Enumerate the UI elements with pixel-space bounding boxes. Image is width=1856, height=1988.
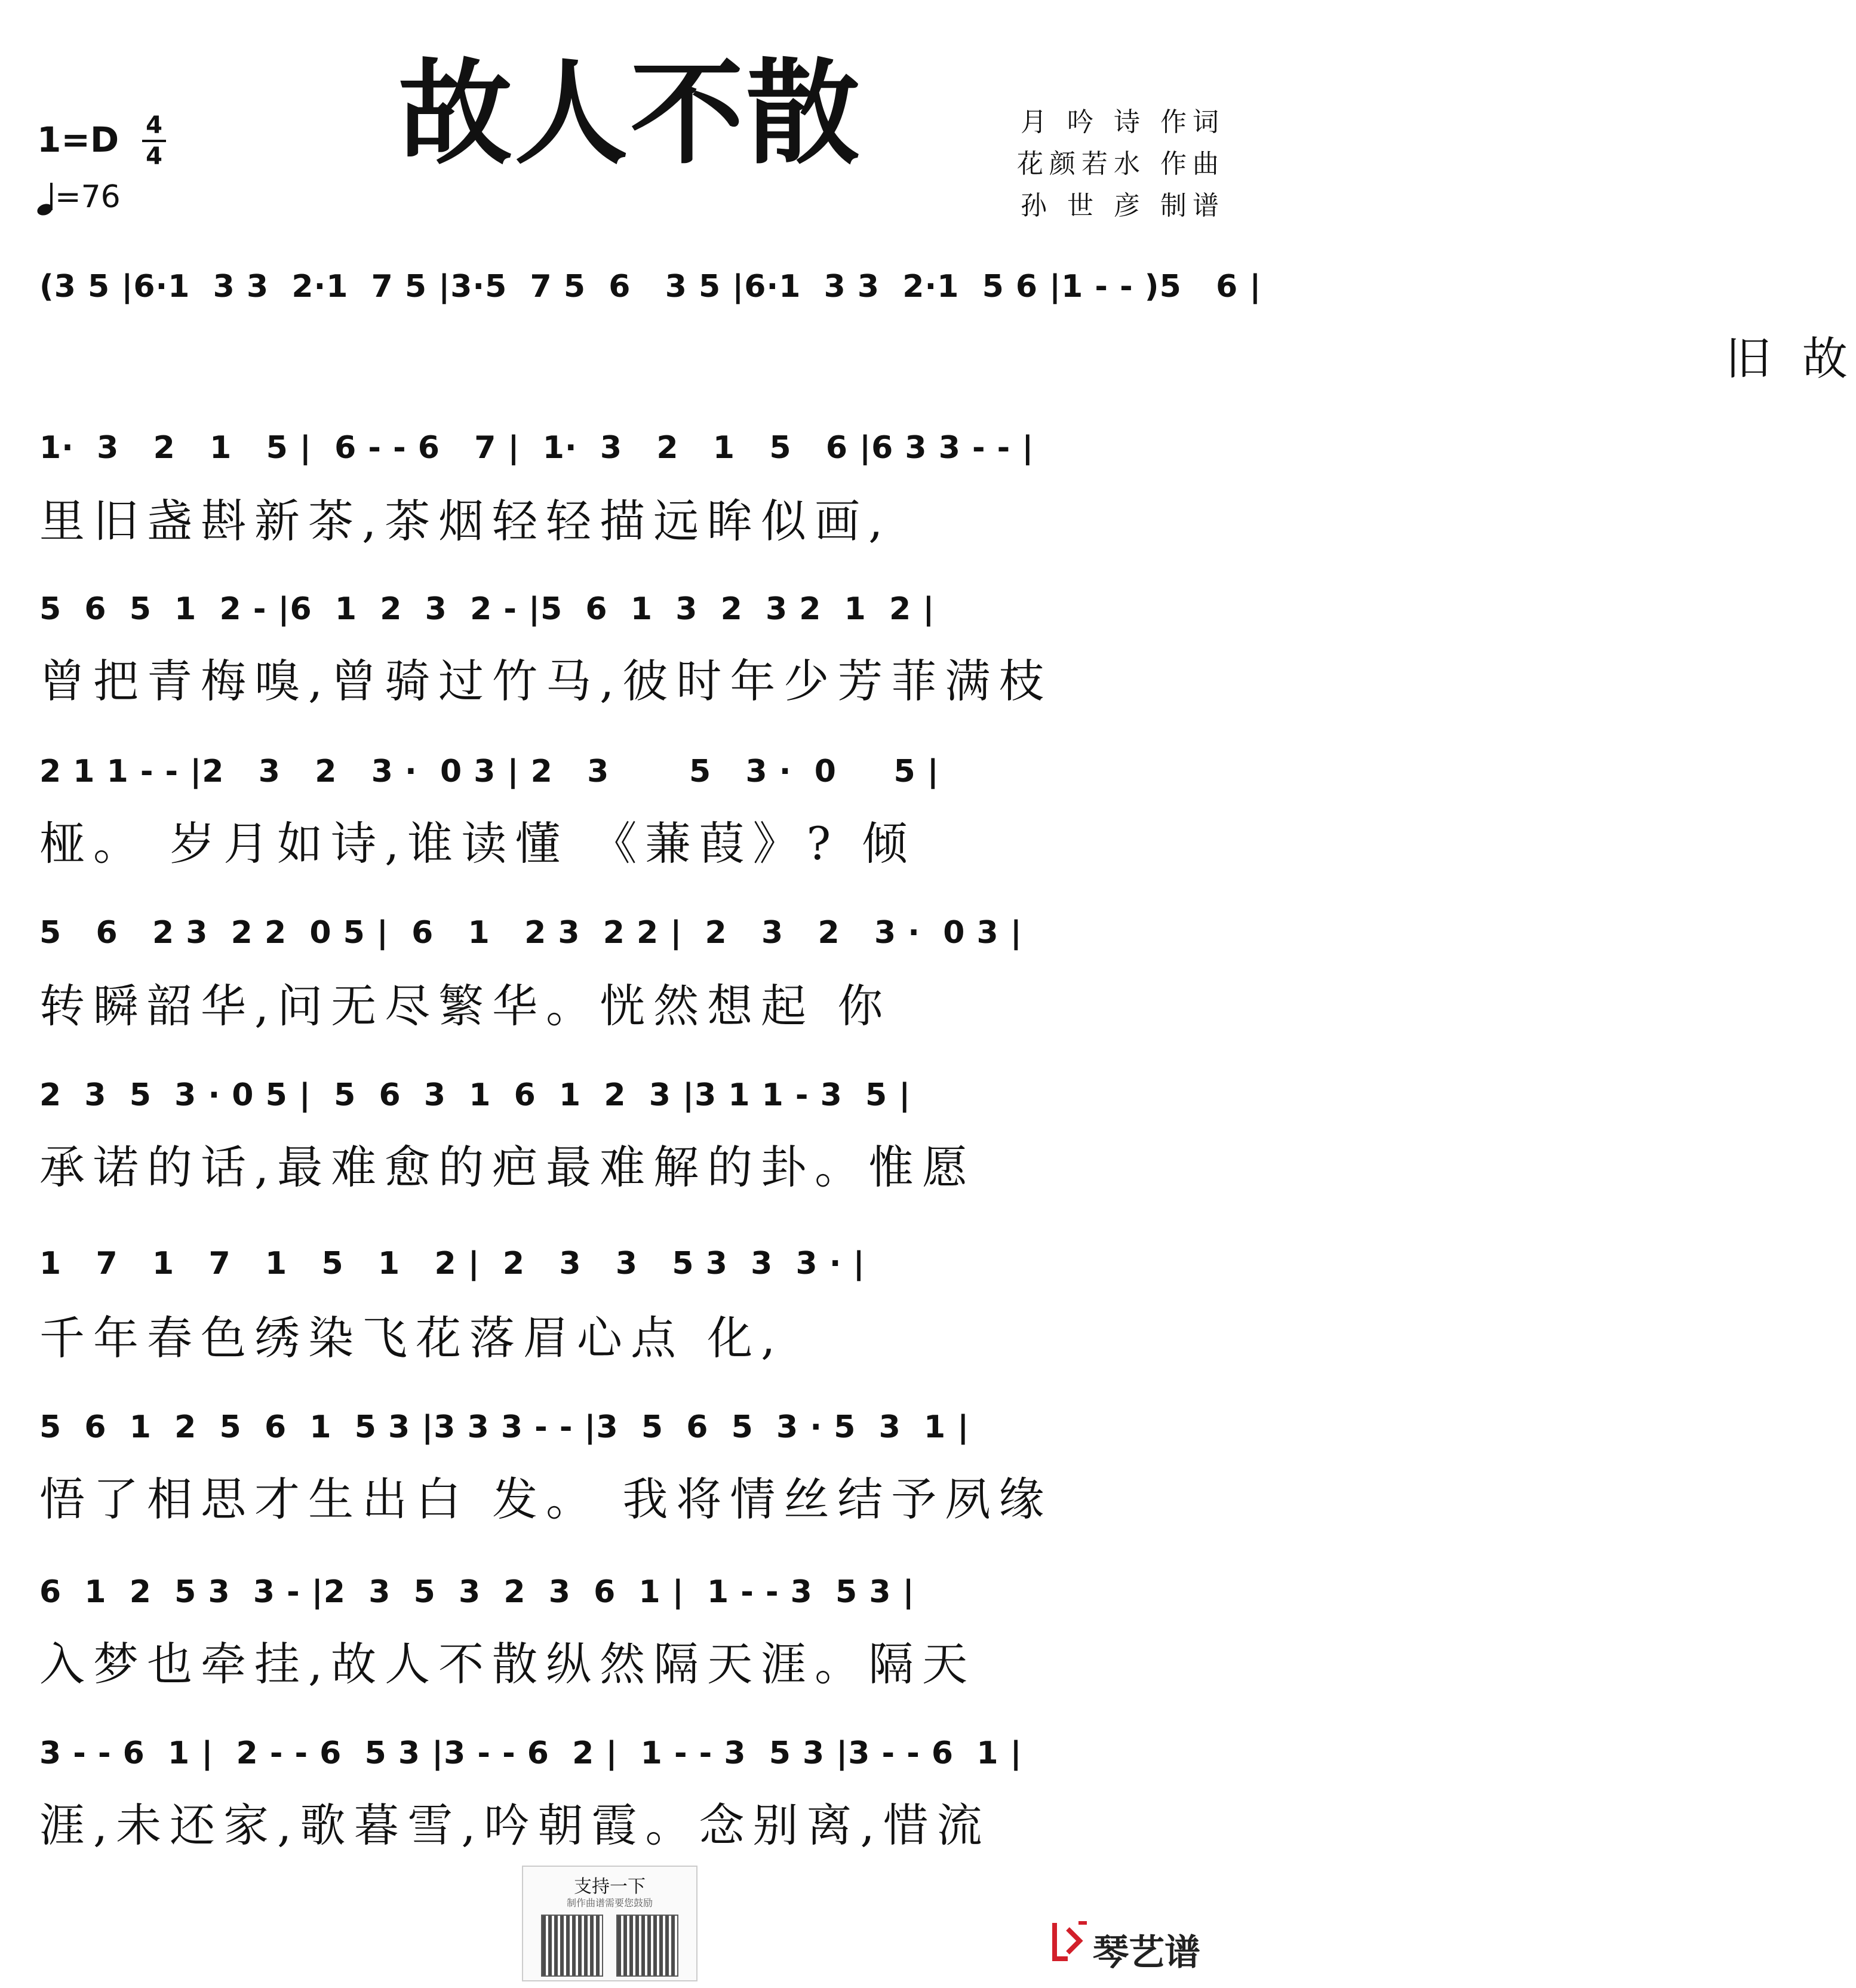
notation-line: 5 6 5 1 2 - |6 1 2 3 2 - |5 6 1 3 2 3 2 1 2 | xyxy=(39,591,935,627)
notation-line: 1 7 1 7 1 5 1 2 | 2 3 3 5 3 3 3 · | xyxy=(39,1246,865,1282)
support-title: 支持一下 xyxy=(574,1876,646,1897)
composer-credit: 花颜若水 作曲 xyxy=(1017,149,1225,179)
lyric-line: 旧 故 xyxy=(39,332,1856,385)
time-denominator: 4 xyxy=(146,143,162,170)
qr-code-icon xyxy=(541,1915,603,1977)
logo-text: 琴艺谱 xyxy=(1093,1932,1200,1974)
lyric-line: 悟了相思才生出白 发。 我将情丝结予夙缘 xyxy=(39,1473,1053,1526)
time-signature xyxy=(142,112,166,170)
lyric-line: 入梦也牵挂,故人不散纵然隔天涯。隔天 xyxy=(39,1637,976,1691)
notation-line: 2 3 5 3 · 0 5 | 5 6 3 1 6 1 2 3 |3 1 1 - 3 5 | xyxy=(39,1077,911,1113)
time-numerator: 4 xyxy=(146,112,162,139)
page-title: 故人不散 xyxy=(398,47,862,180)
lyric-line: 里旧盏斟新茶,茶烟轻轻描远眸似画, xyxy=(39,494,892,548)
support-card xyxy=(522,1866,697,1981)
lyric-line: 千年春色绣染飞花落眉心点 化, xyxy=(39,1311,784,1365)
notation-line: 6 1 2 5 3 3 - |2 3 5 3 2 3 6 1 | 1 - - 3 5 3 | xyxy=(39,1574,915,1610)
quarter-note-icon xyxy=(37,185,55,215)
lyric-line: 转瞬韶华,问无尽繁华。恍然想起 你 xyxy=(39,979,892,1033)
lyric-line: 承诺的话,最难愈的疤最难解的卦。惟愿 xyxy=(39,1141,976,1194)
key-signature: 1=D xyxy=(37,119,119,160)
lyric-line: 桠。 岁月如诗,谁读懂 《蒹葭》? 倾 xyxy=(39,817,916,870)
lyric-line: 涯,未还家,歌暮雪,吟朝霞。念别离,惜流 xyxy=(39,1799,991,1852)
tempo-marking xyxy=(37,179,121,215)
notation-line: 1· 3 2 1 5 | 6 - - 6 7 | 1· 3 2 1 5 6 |6 3 3 - - | xyxy=(39,430,1034,466)
qinyi-logo-icon xyxy=(1050,1917,1092,1965)
support-subtitle: 制作曲谱需要您鼓励 xyxy=(566,1897,653,1909)
qr-code-icon xyxy=(616,1915,678,1977)
lyric-line: 曾把青梅嗅,曾骑过竹马,彼时年少芳菲满枝 xyxy=(39,655,1053,708)
tempo-value: =76 xyxy=(55,179,121,215)
notation-line: 2 1 1 - - |2 3 2 3 · 0 3 | 2 3 5 3 · 0 5 | xyxy=(39,754,939,789)
arranger-credit: 孙 世 彦 制谱 xyxy=(1021,190,1225,221)
notation-line: (3 5 |6·1 3 3 2·1 7 5 |3·5 7 5 6 3 5 |6·1 3 3 2·1 5 6 |1 - - )5 6 | xyxy=(39,269,1262,305)
notation-line: 5 6 2 3 2 2 0 5 | 6 1 2 3 2 2 | 2 3 2 3 · 0 3 | xyxy=(39,915,1022,951)
notation-line: 3 - - 6 1 | 2 - - 6 5 3 |3 - - 6 2 | 1 - - 3 5 3 |3 - - 6 1 | xyxy=(39,1735,1022,1771)
notation-line: 5 6 1 2 5 6 1 5 3 |3 3 3 - - |3 5 6 5 3 · 5 3 1 | xyxy=(39,1409,970,1445)
lyricist-credit: 月 吟 诗 作词 xyxy=(1021,107,1225,137)
